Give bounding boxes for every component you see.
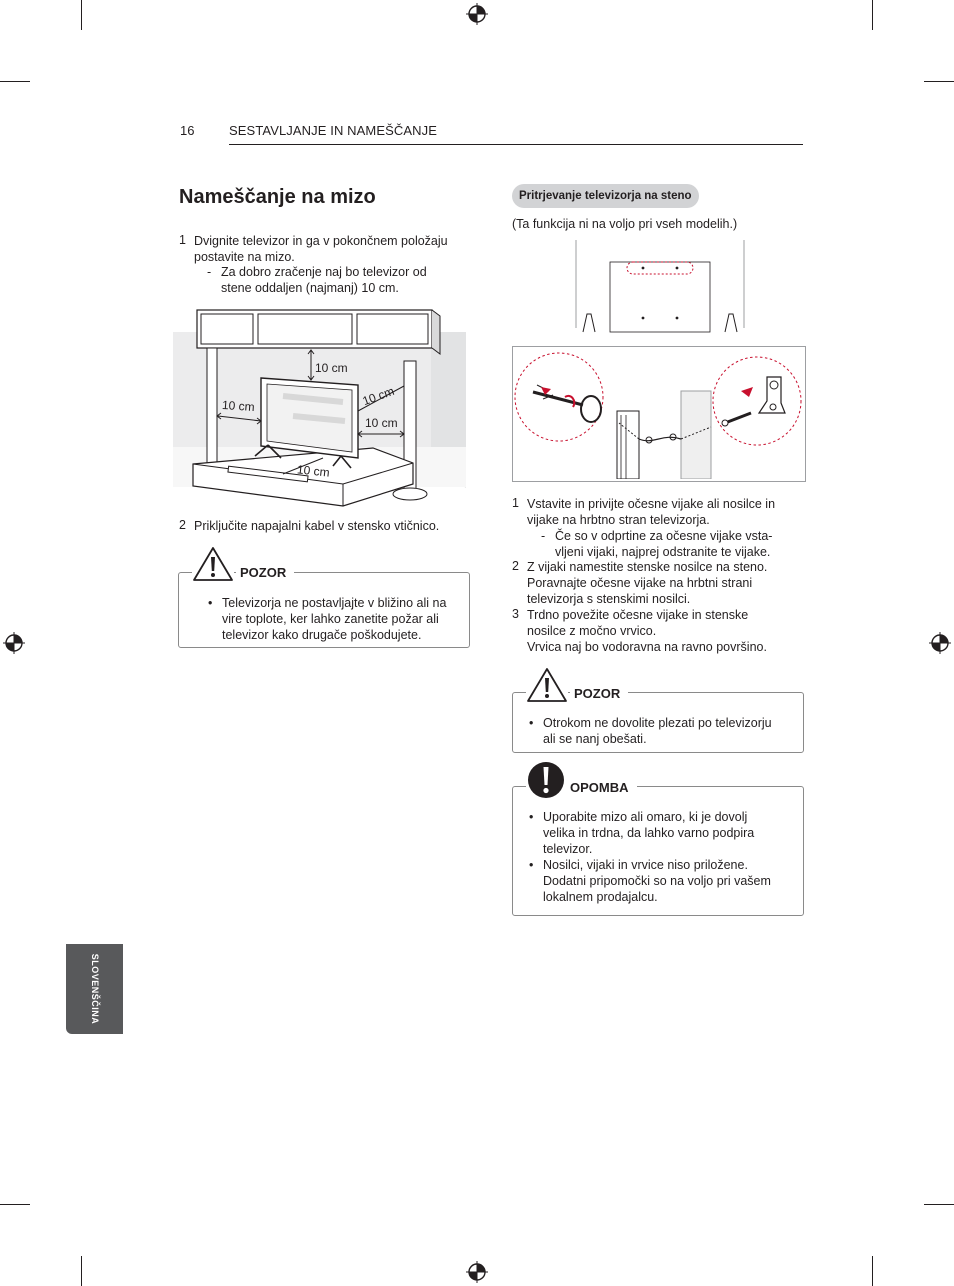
dimension-label-left: 10 cm [221,397,256,415]
step-line: Z vijaki namestite stenske nosilce na steno. [527,560,768,574]
caution-list [528,715,772,747]
exclamation-circle-icon [526,760,566,800]
caution-list [207,595,446,643]
availability-note: (Ta funkcija ni na voljo pri vseh modelih.) [512,217,738,231]
crop-mark [872,0,873,30]
header-rule [229,144,803,145]
crop-mark [0,81,30,82]
step-number: 3 [512,607,519,621]
step-line: Vrvica naj bo vodoravna na ravno površino. [527,640,767,654]
dimension-label-right-lower: 10 cm [365,416,398,430]
step-line: Vstavite in privijte očesne vijake ali nosilce in [527,497,776,511]
tv-back-illustration [575,240,745,340]
step-2-line: Priključite napajalni kabel v stensko vtičnico. [194,519,440,533]
sub-step-line: stene oddaljen (najmanj) 10 cm. [221,281,399,295]
caution-title: POZOR [236,565,294,580]
warning-triangle-icon [192,546,234,582]
step-1-line: postavite na mizo. [194,250,295,264]
registration-mark-icon [466,3,488,25]
crop-mark [81,0,82,30]
caution-title: POZOR [570,686,628,701]
registration-mark-icon [929,632,951,654]
sub-step-line: Za dobro zračenje naj bo televizor od [221,265,427,279]
section-title: Nameščanje na mizo [179,186,376,208]
step-number: 2 [512,559,519,573]
registration-mark-icon [3,632,25,654]
list-item: • Televizorja ne postavljajte v bližino ali na vire toplote, ker lahko zanetite požar ali televizor kako drugače poškodujete. [207,595,446,643]
sub-step-dash: - [207,265,212,279]
list-item: • Uporabite mizo ali omaro, ki je dovolj velika in trdna, da lahko varno podpira televizor. [528,809,771,857]
sub-step-dash: - [541,529,546,543]
crop-mark [924,81,954,82]
dimension-label-top: 10 cm [315,361,348,375]
subsection-pill: Pritrjevanje televizorja na steno [512,184,699,208]
step-number: 1 [512,496,519,510]
step-line: televizorja s stenskimi nosilci. [527,592,691,606]
wall-mount-illustration [513,347,803,479]
page-number: 16 [180,123,195,138]
note-list [528,809,771,905]
step-line: vijake na hrbtno stran televizorja. [527,513,710,527]
sub-step-line: Če so v odprtine za očesne vijake vsta- [555,529,773,543]
crop-mark [924,1204,954,1205]
crop-mark [0,1204,30,1205]
crop-mark [872,1256,873,1286]
step-line: Poravnajte očesne vijake na hrbtni strani [527,576,753,590]
registration-mark-icon [466,1261,488,1283]
running-head: SESTAVLJANJE IN NAMEŠČANJE [229,123,437,138]
note-box [512,786,804,916]
list-item: • Nosilci, vijaki in vrvice niso priložene. Dodatni pripomočki so na voljo pri vašem lokalnem prodajalcu. [528,857,771,905]
step-number: 2 [179,518,186,532]
step-line: Trdno povežite očesne vijake in stenske [527,608,749,622]
dimension-label-right-upper: 10 cm [360,383,397,409]
crop-mark [81,1256,82,1286]
warning-triangle-icon [526,667,568,703]
language-tab-label: SLOVENŠČINA [89,953,100,1025]
dimension-label-bottom: 10 cm [296,462,331,480]
caution-box [178,572,470,648]
step-1-line: Dvignite televizor in ga v pokončnem položaju [194,234,448,248]
sub-step-line: vljeni vijaki, najprej odstranite te vijake. [555,545,771,559]
step-number: 1 [179,233,186,247]
language-tab [66,944,123,1034]
note-title: OPOMBA [566,780,637,795]
step-line: nosilce z močno vrvico. [527,624,657,638]
list-item: • Otrokom ne dovolite plezati po televizorju ali se nanj obešati. [528,715,772,747]
